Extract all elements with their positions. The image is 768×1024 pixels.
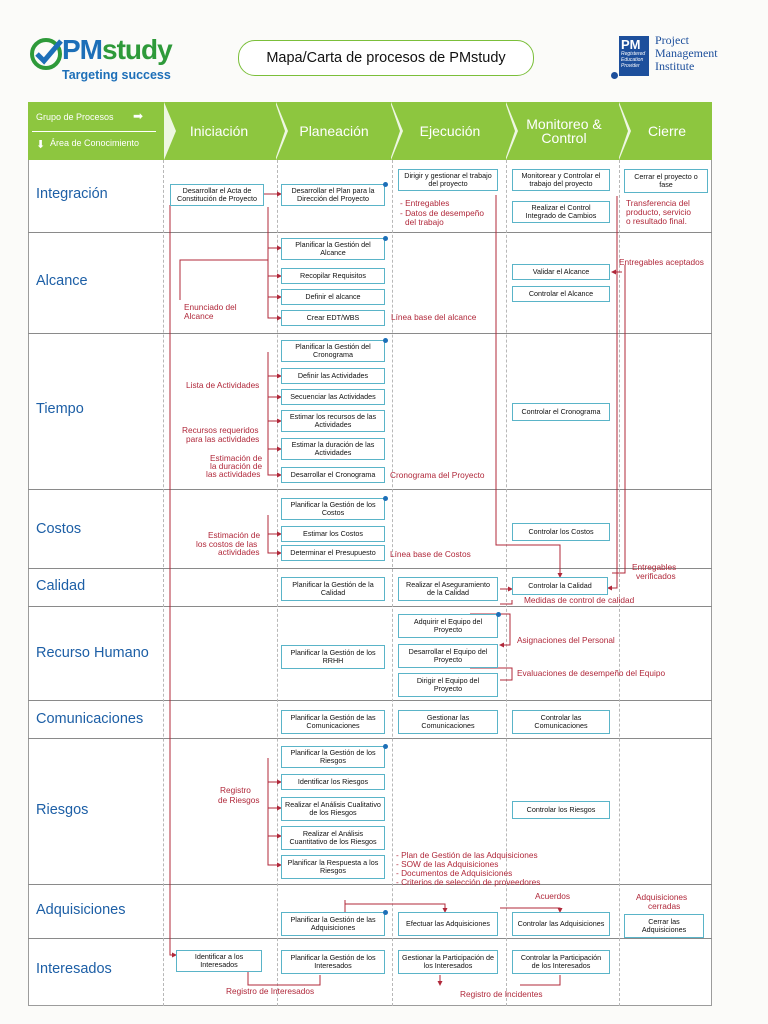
process-dot-icon: [383, 236, 388, 241]
process-dot-icon: [383, 744, 388, 749]
output-label: cerradas: [648, 901, 681, 911]
area-riesgos: Riesgos: [36, 802, 89, 818]
process-box: Planificar la Gestión de los RRHH: [281, 645, 385, 669]
row-divider: [28, 568, 712, 569]
process-box: Monitorear y Controlar el trabajo del proyecto: [512, 169, 610, 191]
area-comunicaciones: Comunicaciones: [36, 711, 144, 727]
process-box: Planificar la Gestión de los Interesados: [281, 950, 385, 974]
output-label: de Riesgos: [218, 795, 260, 805]
output-label: Estimación de: [208, 530, 261, 540]
row-divider: [28, 232, 712, 233]
process-box: Gestionar las Comunicaciones: [398, 710, 498, 734]
column-divider: [392, 160, 393, 1006]
output-label: las actividades: [206, 469, 261, 479]
output-label: Alcance: [184, 311, 214, 321]
page-title: Mapa/Carta de procesos de PMstudy: [238, 40, 534, 76]
pmi-logo: [617, 34, 737, 84]
process-box: Controlar los Riesgos: [512, 801, 610, 819]
process-box: Estimar los recursos de las Actividades: [281, 410, 385, 432]
output-label: verificados: [636, 571, 676, 581]
process-box: Controlar el Alcance: [512, 286, 610, 302]
chevron-divider: [390, 102, 400, 160]
output-label: Registro: [220, 785, 251, 795]
pmi-badge: PM Registered Education Provider: [619, 36, 649, 76]
process-box: Secuenciar las Actividades: [281, 389, 385, 405]
row-divider: [28, 738, 712, 739]
output-label: - Documentos de Adquisiciones: [396, 868, 513, 878]
process-box: Dirigir el Equipo del Proyecto: [398, 673, 498, 697]
output-label: o resultado final.: [626, 216, 687, 226]
header-legend: [28, 102, 160, 160]
process-box: Realizar el Aseguramiento de la Calidad: [398, 577, 498, 601]
output-label: producto, servicio: [626, 207, 692, 217]
process-box: Controlar las Adquisiciones: [512, 912, 610, 936]
process-box: Controlar las Comunicaciones: [512, 710, 610, 734]
column-divider: [277, 160, 278, 1006]
process-dot-icon: [383, 338, 388, 343]
process-box: Planificar la Respuesta a los Riesgos: [281, 855, 385, 879]
grupo-label: Grupo de Procesos: [36, 112, 114, 122]
output-label: Enunciado del: [184, 302, 237, 312]
process-box: Realizar el Control Integrado de Cambios: [512, 201, 610, 223]
output-label: actividades: [218, 547, 260, 557]
output-label: Acuerdos: [535, 891, 571, 901]
phase-iniciacion: Iniciación: [189, 123, 249, 139]
output-label: Entregables: [632, 562, 677, 572]
process-box: Realizar el Análisis Cualitativo de los Riesgos: [281, 797, 385, 821]
output-label: Adquisiciones: [636, 892, 688, 902]
process-box: Planificar la Gestión de los Costos: [281, 498, 385, 520]
row-divider: [28, 333, 712, 334]
chevron-divider: [275, 102, 285, 160]
column-divider: [619, 160, 620, 1006]
process-box: Desarrollar el Plan para la Dirección del Proyecto: [281, 184, 385, 206]
output-label: - Datos de desempeño: [400, 208, 484, 218]
output-label: Asignaciones del Personal: [517, 635, 615, 645]
process-box: Planificar la Gestión de las Adquisiciones: [281, 912, 385, 936]
process-box: Cerrar las Adquisiciones: [624, 914, 704, 938]
process-box: Efectuar las Adquisiciones: [398, 912, 498, 936]
process-box: Validar el Alcance: [512, 264, 610, 280]
chevron-divider: [164, 102, 176, 160]
process-box: Definir las Actividades: [281, 368, 385, 384]
process-dot-icon: [383, 910, 388, 915]
process-box: Estimar la duración de las Actividades: [281, 438, 385, 460]
process-box: Planificar la Gestión del Cronograma: [281, 340, 385, 362]
process-box: Planificar la Gestión de las Comunicaciones: [281, 710, 385, 734]
area-recurso-humano: Recurso Humano: [36, 645, 149, 661]
process-box: Estimar los Costos: [281, 526, 385, 542]
phase-planeacion: Planeación: [299, 123, 369, 139]
logo-tagline: Targeting success: [62, 68, 171, 82]
process-box: Realizar el Análisis Cuantitativo de los Riesgos: [281, 826, 385, 850]
process-dot-icon: [383, 496, 388, 501]
output-label: - Plan de Gestión de las Adquisiciones: [396, 850, 538, 860]
process-box: Planificar la Gestión de los Riesgos: [281, 746, 385, 768]
process-box: Desarrollar el Acta de Constitución de Proyecto: [170, 184, 264, 206]
area-costos: Costos: [36, 521, 82, 537]
output-label: la duración de: [210, 461, 263, 471]
output-label: Entregables aceptados: [619, 257, 704, 267]
process-box: Definir el alcance: [281, 289, 385, 305]
process-box: Planificar la Gestión de la Calidad: [281, 577, 385, 601]
process-box: Controlar la Participación de los Interesados: [512, 950, 610, 974]
phase-ejecucion: Ejecución: [419, 123, 481, 139]
output-label: los costos de las: [196, 539, 258, 549]
area-alcance: Alcance: [36, 273, 88, 289]
process-dot-icon: [383, 182, 388, 187]
process-box: Gestionar la Participación de los Interesados: [398, 950, 498, 974]
area-adquisiciones: Adquisiciones: [36, 902, 126, 918]
header-divider: [32, 131, 156, 132]
row-divider: [28, 489, 712, 490]
output-label: del trabajo: [405, 217, 444, 227]
output-label: Línea base de Costos: [390, 549, 471, 559]
pmstudy-logo: [28, 34, 188, 84]
process-box: Adquirir el Equipo del Proyecto: [398, 614, 498, 638]
process-box: Planificar la Gestión del Alcance: [281, 238, 385, 260]
process-box: Identificar a los Interesados: [176, 950, 262, 972]
process-box: Controlar la Calidad: [512, 577, 608, 595]
output-label: Línea base del alcance: [391, 312, 477, 322]
process-box: Desarrollar el Equipo del Proyecto: [398, 644, 498, 668]
process-box: Controlar el Cronograma: [512, 403, 610, 421]
process-box: Dirigir y gestionar el trabajo del proyecto: [398, 169, 498, 191]
process-dot-icon: [496, 612, 501, 617]
area-calidad: Calidad: [36, 578, 86, 594]
chevron-divider: [505, 102, 515, 160]
row-divider: [28, 884, 712, 885]
area-interesados: Interesados: [36, 961, 112, 977]
arrow-right-icon: ➡: [133, 109, 144, 123]
checkmark-logo-icon: [28, 36, 64, 72]
pmi-seal-icon: [611, 72, 618, 79]
output-label: Evaluaciones de desempeño del Equipo: [517, 668, 666, 678]
output-label: Registro de Interesados: [226, 986, 315, 996]
arrow-down-icon: ⬇: [36, 139, 46, 151]
area-integracion: Integración: [36, 186, 108, 202]
output-label: para las actividades: [186, 434, 260, 444]
process-box: Identificar los Riesgos: [281, 774, 385, 790]
output-label: Registro de Incidentes: [460, 989, 543, 999]
process-box: Recopilar Requisitos: [281, 268, 385, 284]
process-box: Cerrar el proyecto o fase: [624, 169, 708, 193]
column-divider: [163, 160, 164, 1006]
chevron-divider: [618, 102, 628, 160]
output-label: Transferencia del: [626, 198, 690, 208]
phase-monitoreo: Monitoreo & Control: [526, 116, 602, 146]
process-box: Desarrollar el Cronograma: [281, 467, 385, 483]
output-label: - Entregables: [400, 198, 450, 208]
row-divider: [28, 606, 712, 607]
output-label: Recursos requeridos: [182, 425, 259, 435]
pmi-name: Project Management Institute: [655, 33, 718, 73]
output-label: - SOW de las Adquisiciones: [396, 859, 499, 869]
output-label: Estimación de: [210, 453, 263, 463]
area-tiempo: Tiempo: [36, 401, 84, 417]
output-label: Cronograma del Proyecto: [390, 470, 485, 480]
process-box: Determinar el Presupuesto: [281, 545, 385, 561]
area-label: Área de Conocimiento: [50, 138, 140, 148]
row-divider: [28, 938, 712, 939]
output-label: - Criterios de selección de proveedores: [396, 877, 541, 887]
logo-wordmark: PMstudy: [62, 34, 172, 65]
process-box: Controlar los Costos: [512, 523, 610, 541]
row-divider: [28, 700, 712, 701]
phase-cierre: Cierre: [647, 123, 687, 139]
process-box: Crear EDT/WBS: [281, 310, 385, 326]
output-label: Lista de Actividades: [186, 380, 260, 390]
output-label: Medidas de control de calidad: [524, 595, 635, 605]
